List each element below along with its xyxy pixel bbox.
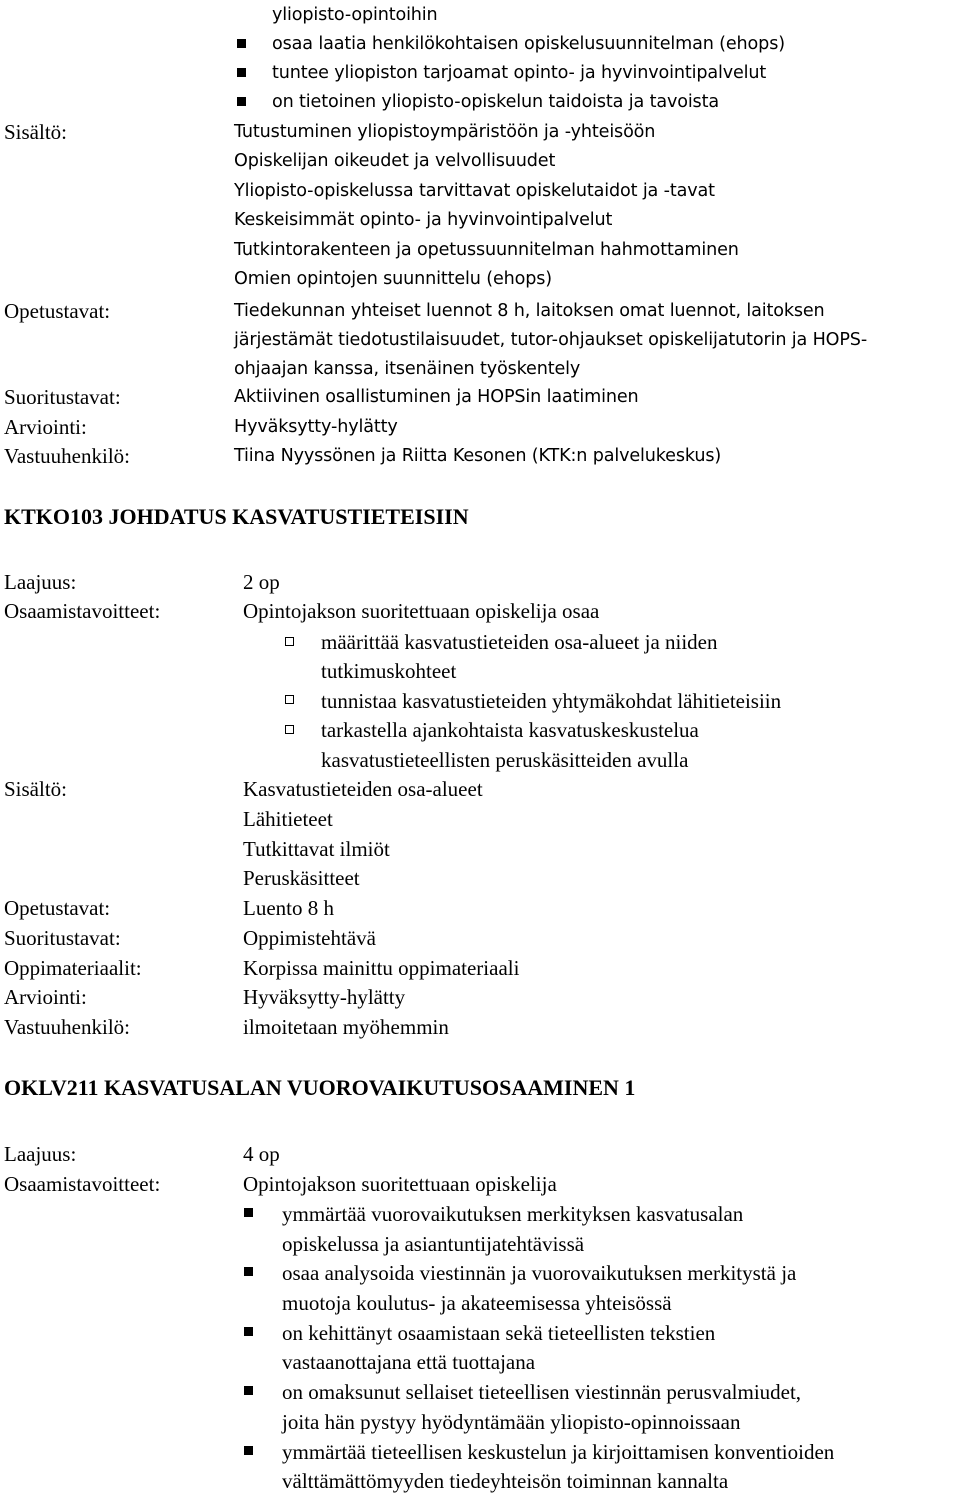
objective-item: tunnistaa kasvatustieteiden yhtymäkohdat lähitieteisiin xyxy=(321,689,782,713)
suoritustavat-value: Aktiivinen osallistuminen ja HOPSin laatiminen xyxy=(234,387,639,407)
vastuuhenkilo-value: Tiina Nyyssönen ja Riitta Kesonen (KTK:n palvelukeskus) xyxy=(234,446,722,466)
sisalto-line: Tutustuminen yliopistoympäristöön ja -yhteisöön xyxy=(234,122,656,142)
oppimateriaalit-label: Oppimateriaalit: xyxy=(4,956,142,980)
sisalto-line: Kasvatustieteiden osa-alueet xyxy=(243,777,483,801)
course-heading: KTKO103 JOHDATUS KASVATUSTIETEISIIN xyxy=(4,504,469,529)
objective-item-cont: välttämättömyyden tiedeyhteisön toiminnan kannalta xyxy=(282,1469,729,1493)
sisalto-line: Yliopisto-opiskelussa tarvittavat opiskelutaidot ja -tavat xyxy=(234,181,715,201)
bullet-square-icon xyxy=(237,68,246,77)
objective-item-cont: kasvatustieteellisten peruskäsitteiden avulla xyxy=(321,748,689,772)
oppimateriaalit-value: Korpissa mainittu oppimateriaali xyxy=(243,956,520,980)
arviointi-label: Arviointi: xyxy=(4,415,87,439)
objective-item-cont: joita hän pystyy hyödyntämään yliopisto-opinnoissaan xyxy=(282,1410,741,1434)
osaamistavoitteet-label: Osaamistavoitteet: xyxy=(4,599,161,623)
bullet-square-icon xyxy=(237,97,246,106)
bullet-square-icon xyxy=(244,1267,253,1276)
objective-item: määrittää kasvatustieteiden osa-alueet ja niiden xyxy=(321,630,718,654)
objective-item: tuntee yliopiston tarjoamat opinto- ja hyvinvointipalvelut xyxy=(272,63,767,83)
suoritustavat-label: Suoritustavat: xyxy=(4,926,121,950)
objective-item: ymmärtää tieteellisen keskustelun ja kirjoittamisen konventioiden xyxy=(282,1440,835,1464)
arviointi-value: Hyväksytty-hylätty xyxy=(234,417,398,437)
bullet-square-icon xyxy=(244,1208,253,1217)
arviointi-value: Hyväksytty-hylätty xyxy=(243,985,406,1009)
sisalto-line: Peruskäsitteet xyxy=(243,866,360,890)
opetustavat-label: Opetustavat: xyxy=(4,896,111,920)
vastuuhenkilo-label: Vastuuhenkilö: xyxy=(4,1015,130,1039)
sisalto-line: Tutkintorakenteen ja opetussuunnitelman hahmottaminen xyxy=(234,240,739,260)
sisalto-line: Lähitieteet xyxy=(243,807,333,831)
objective-item: osaa laatia henkilökohtaisen opiskelusuunnitelman (ehops) xyxy=(272,34,785,54)
course-heading: OKLV211 KASVATUSALAN VUOROVAIKUTUSOSAAMINEN 1 xyxy=(4,1075,636,1100)
laajuus-label: Laajuus: xyxy=(4,1142,77,1166)
objective-item: on tietoinen yliopisto-opiskelun taidoista ja tavoista xyxy=(272,92,719,112)
sisalto-line: Opiskelijan oikeudet ja velvollisuudet xyxy=(234,151,556,171)
bullet-square-icon xyxy=(285,637,294,646)
vastuuhenkilo-value: ilmoitetaan myöhemmin xyxy=(243,1015,449,1039)
opetustavat-line: Tiedekunnan yhteiset luennot 8 h, laitoksen omat luennot, laitoksen xyxy=(234,301,825,321)
laajuus-value: 4 op xyxy=(243,1142,280,1166)
bullet-square-icon xyxy=(285,725,294,734)
laajuus-value: 2 op xyxy=(243,570,280,594)
objective-item-cont: vastaanottajana että tuottajana xyxy=(282,1350,536,1374)
objective-item-cont: opiskelussa ja asiantuntijatehtävissä xyxy=(282,1232,585,1256)
objective-item-cont: muotoja koulutus- ja akateemisessa yhteisössä xyxy=(282,1291,672,1315)
opetustavat-line: ohjaajan kanssa, itsenäinen työskentely xyxy=(234,359,581,379)
objective-item: on omaksunut sellaiset tieteellisen viestinnän perusvalmiudet, xyxy=(282,1380,802,1404)
sisalto-label: Sisältö: xyxy=(4,120,68,144)
objective-item: on kehittänyt osaamistaan sekä tieteellisten tekstien xyxy=(282,1321,716,1345)
opetustavat-label: Opetustavat: xyxy=(4,299,111,323)
sisalto-line: Tutkittavat ilmiöt xyxy=(243,837,390,861)
objective-item: ymmärtää vuorovaikutuksen merkityksen kasvatusalan xyxy=(282,1202,744,1226)
bullet-square-icon xyxy=(244,1446,253,1455)
bullet-square-icon xyxy=(285,695,294,704)
bullet-square-icon xyxy=(237,39,246,48)
sisalto-line: Omien opintojen suunnittelu (ehops) xyxy=(234,269,552,289)
laajuus-label: Laajuus: xyxy=(4,570,77,594)
sisalto-line: Keskeisimmät opinto- ja hyvinvointipalvelut xyxy=(234,210,613,230)
sisalto-label: Sisältö: xyxy=(4,777,68,801)
objective-item: osaa analysoida viestinnän ja vuorovaikutuksen merkitystä ja xyxy=(282,1261,797,1285)
opetustavat-line: järjestämät tiedotustilaisuudet, tutor-ohjaukset opiskelijatutorin ja HOPS- xyxy=(234,330,868,350)
objective-item-cont: tutkimuskohteet xyxy=(321,659,457,683)
osaamistavoitteet-label: Osaamistavoitteet: xyxy=(4,1172,161,1196)
vastuuhenkilo-label: Vastuuhenkilö: xyxy=(4,444,130,468)
bullet-square-icon xyxy=(244,1386,253,1395)
osaamistavoitteet-intro: Opintojakson suoritettuaan opiskelija xyxy=(243,1172,557,1196)
suoritustavat-value: Oppimistehtävä xyxy=(243,926,376,950)
osaamistavoitteet-intro: Opintojakson suoritettuaan opiskelija osaa xyxy=(243,599,600,623)
opetustavat-value: Luento 8 h xyxy=(243,896,334,920)
objective-item: tarkastella ajankohtaista kasvatuskeskustelua xyxy=(321,718,699,742)
suoritustavat-label: Suoritustavat: xyxy=(4,385,121,409)
bullet-square-icon xyxy=(244,1327,253,1336)
objectives-tail: yliopisto-opintoihin xyxy=(272,5,438,25)
arviointi-label: Arviointi: xyxy=(4,985,87,1009)
